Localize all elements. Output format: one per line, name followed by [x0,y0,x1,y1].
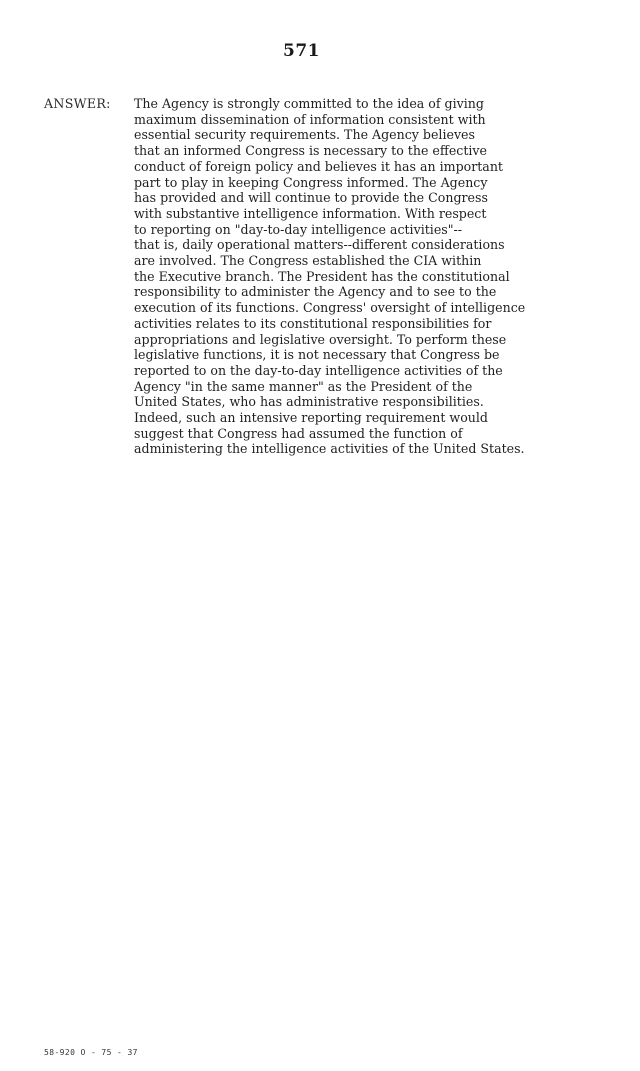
answer-line: are involved. The Congress established the CIA within [134,253,482,269]
answer-line: has provided and will continue to provide the Congress [134,190,488,206]
answer-line: United States, who has administrative responsibilities. [134,394,484,410]
answer-body [134,96,594,457]
answer-line: legislative functions, it is not necessary that Congress be [134,347,500,363]
answer-line: maximum dissemination of information consistent with [134,111,486,127]
answer-line: part to play in keeping Congress informed. The Agency [134,174,488,190]
answer-line: essential security requirements. The Agency believes [134,127,475,143]
answer-line: to reporting on "day-to-day intelligence activities"-- [134,221,463,237]
answer-line: Indeed, such an intensive reporting requirement would [134,410,488,426]
answer-line: conduct of foreign policy and believes it has an important [134,158,503,174]
answer-label: ANSWER: [44,96,111,111]
answer-line: activities relates to its constitutional responsibilities for [134,315,492,331]
answer-line: appropriations and legislative oversight. To perform these [134,331,507,347]
answer-line: responsibility to administer the Agency and to see to the [134,284,497,300]
answer-line: administering the intelligence activities of the United States. [134,441,525,457]
answer-line: the Executive branch. The President has the constitutional [134,268,510,284]
answer-line: suggest that Congress had assumed the function of [134,425,463,441]
answer-line: The Agency is strongly committed to the idea of giving [134,96,484,111]
footer-print-code: 58-920 O - 75 - 37 [44,1048,138,1057]
answer-line: execution of its functions. Congress' oversight of intelligence [134,300,526,316]
page-number: 571 [283,41,320,61]
answer-line: that an informed Congress is necessary to the effective [134,143,487,159]
answer-line: reported to on the day-to-day intelligence activities of the [134,362,503,378]
answer-line: Agency "in the same manner" as the President of the [134,378,473,394]
answer-line: that is, daily operational matters--different considerations [134,237,505,253]
answer-line: with substantive intelligence information. With respect [134,205,487,221]
